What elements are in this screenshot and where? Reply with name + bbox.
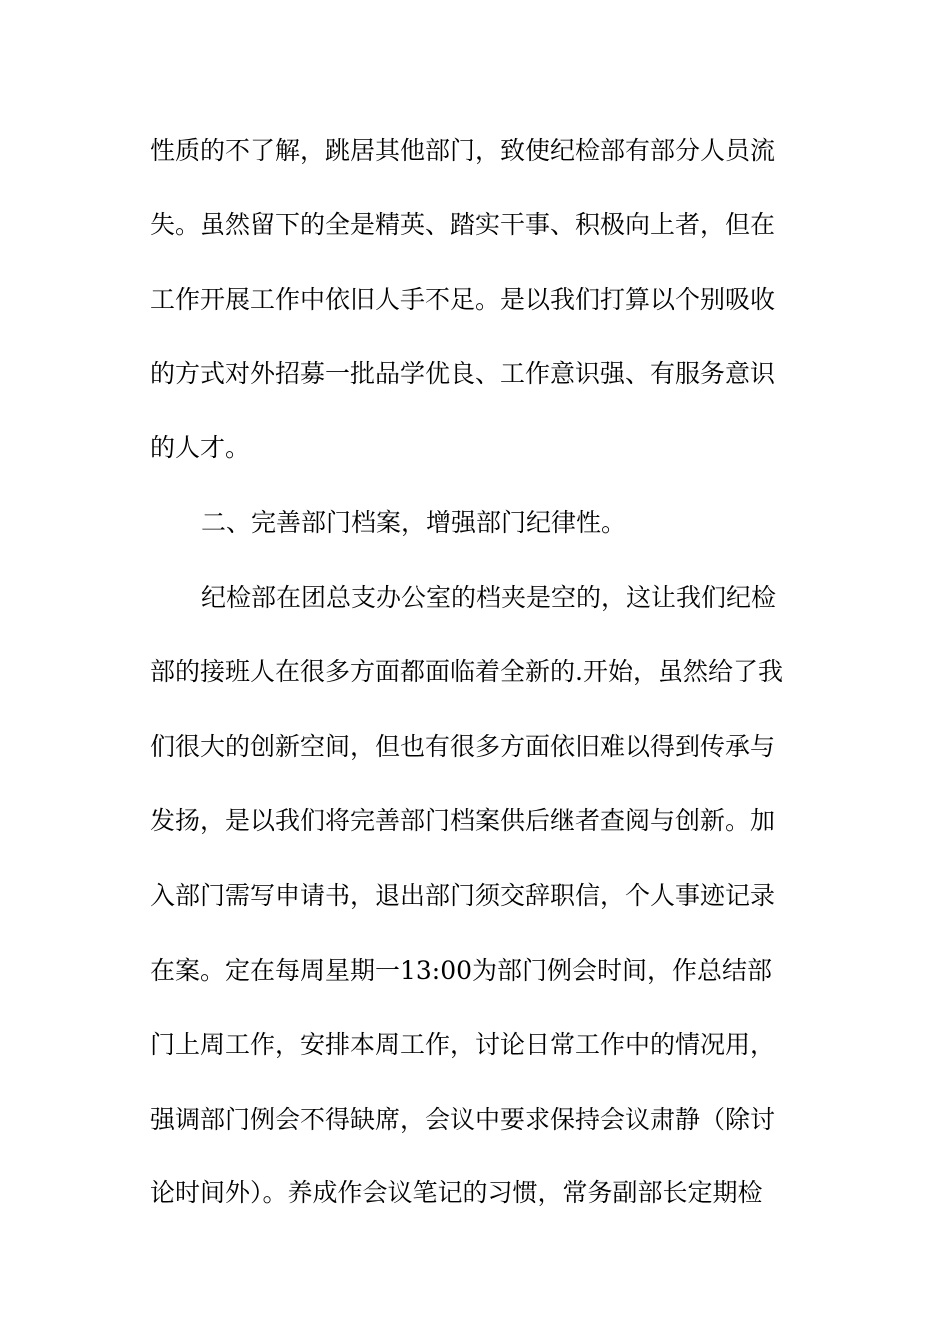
text-line: 失。虽然留下的全是精英、踏实干事、积极向上者，但在 — [150, 210, 776, 239]
text-line: 的方式对外招募一批品学优良、工作意识强、有服务意识 — [150, 359, 776, 388]
section-heading: 二、完善部门档案，增强部门纪律性。 — [201, 508, 627, 537]
text-line: 强调部门例会不得缺席，会议中要求保持会议肃静（除讨 — [150, 1105, 776, 1134]
text-line: 入部门需写申请书，退出部门须交辞职信，个人事迹记录 — [150, 881, 776, 910]
text-line: 发扬，是以我们将完善部门档案供后继者查阅与创新。加 — [150, 806, 776, 835]
text-line: 工作开展工作中依旧人手不足。是以我们打算以个别吸收 — [150, 285, 776, 314]
text-line: 部的接班人在很多方面都面临着全新的.开始，虽然给了我 — [150, 657, 783, 686]
text-line: 性质的不了解，跳居其他部门，致使纪检部有部分人员流 — [150, 136, 776, 165]
text-line: 门上周工作，安排本周工作，讨论日常工作中的情况用， — [150, 1030, 776, 1059]
text-line: 们很大的创新空间，但也有很多方面依旧难以得到传承与 — [150, 732, 776, 761]
text-line: 纪检部在团总支办公室的档夹是空的，这让我们纪检 — [201, 583, 777, 612]
text-line: 论时间外）。养成作会议笔记的习惯，常务副部长定期检 — [150, 1178, 763, 1207]
text-line: 在案。定在每周星期一13:00为部门例会时间，作总结部 — [150, 956, 773, 985]
text-line: 的人才。 — [150, 433, 251, 462]
